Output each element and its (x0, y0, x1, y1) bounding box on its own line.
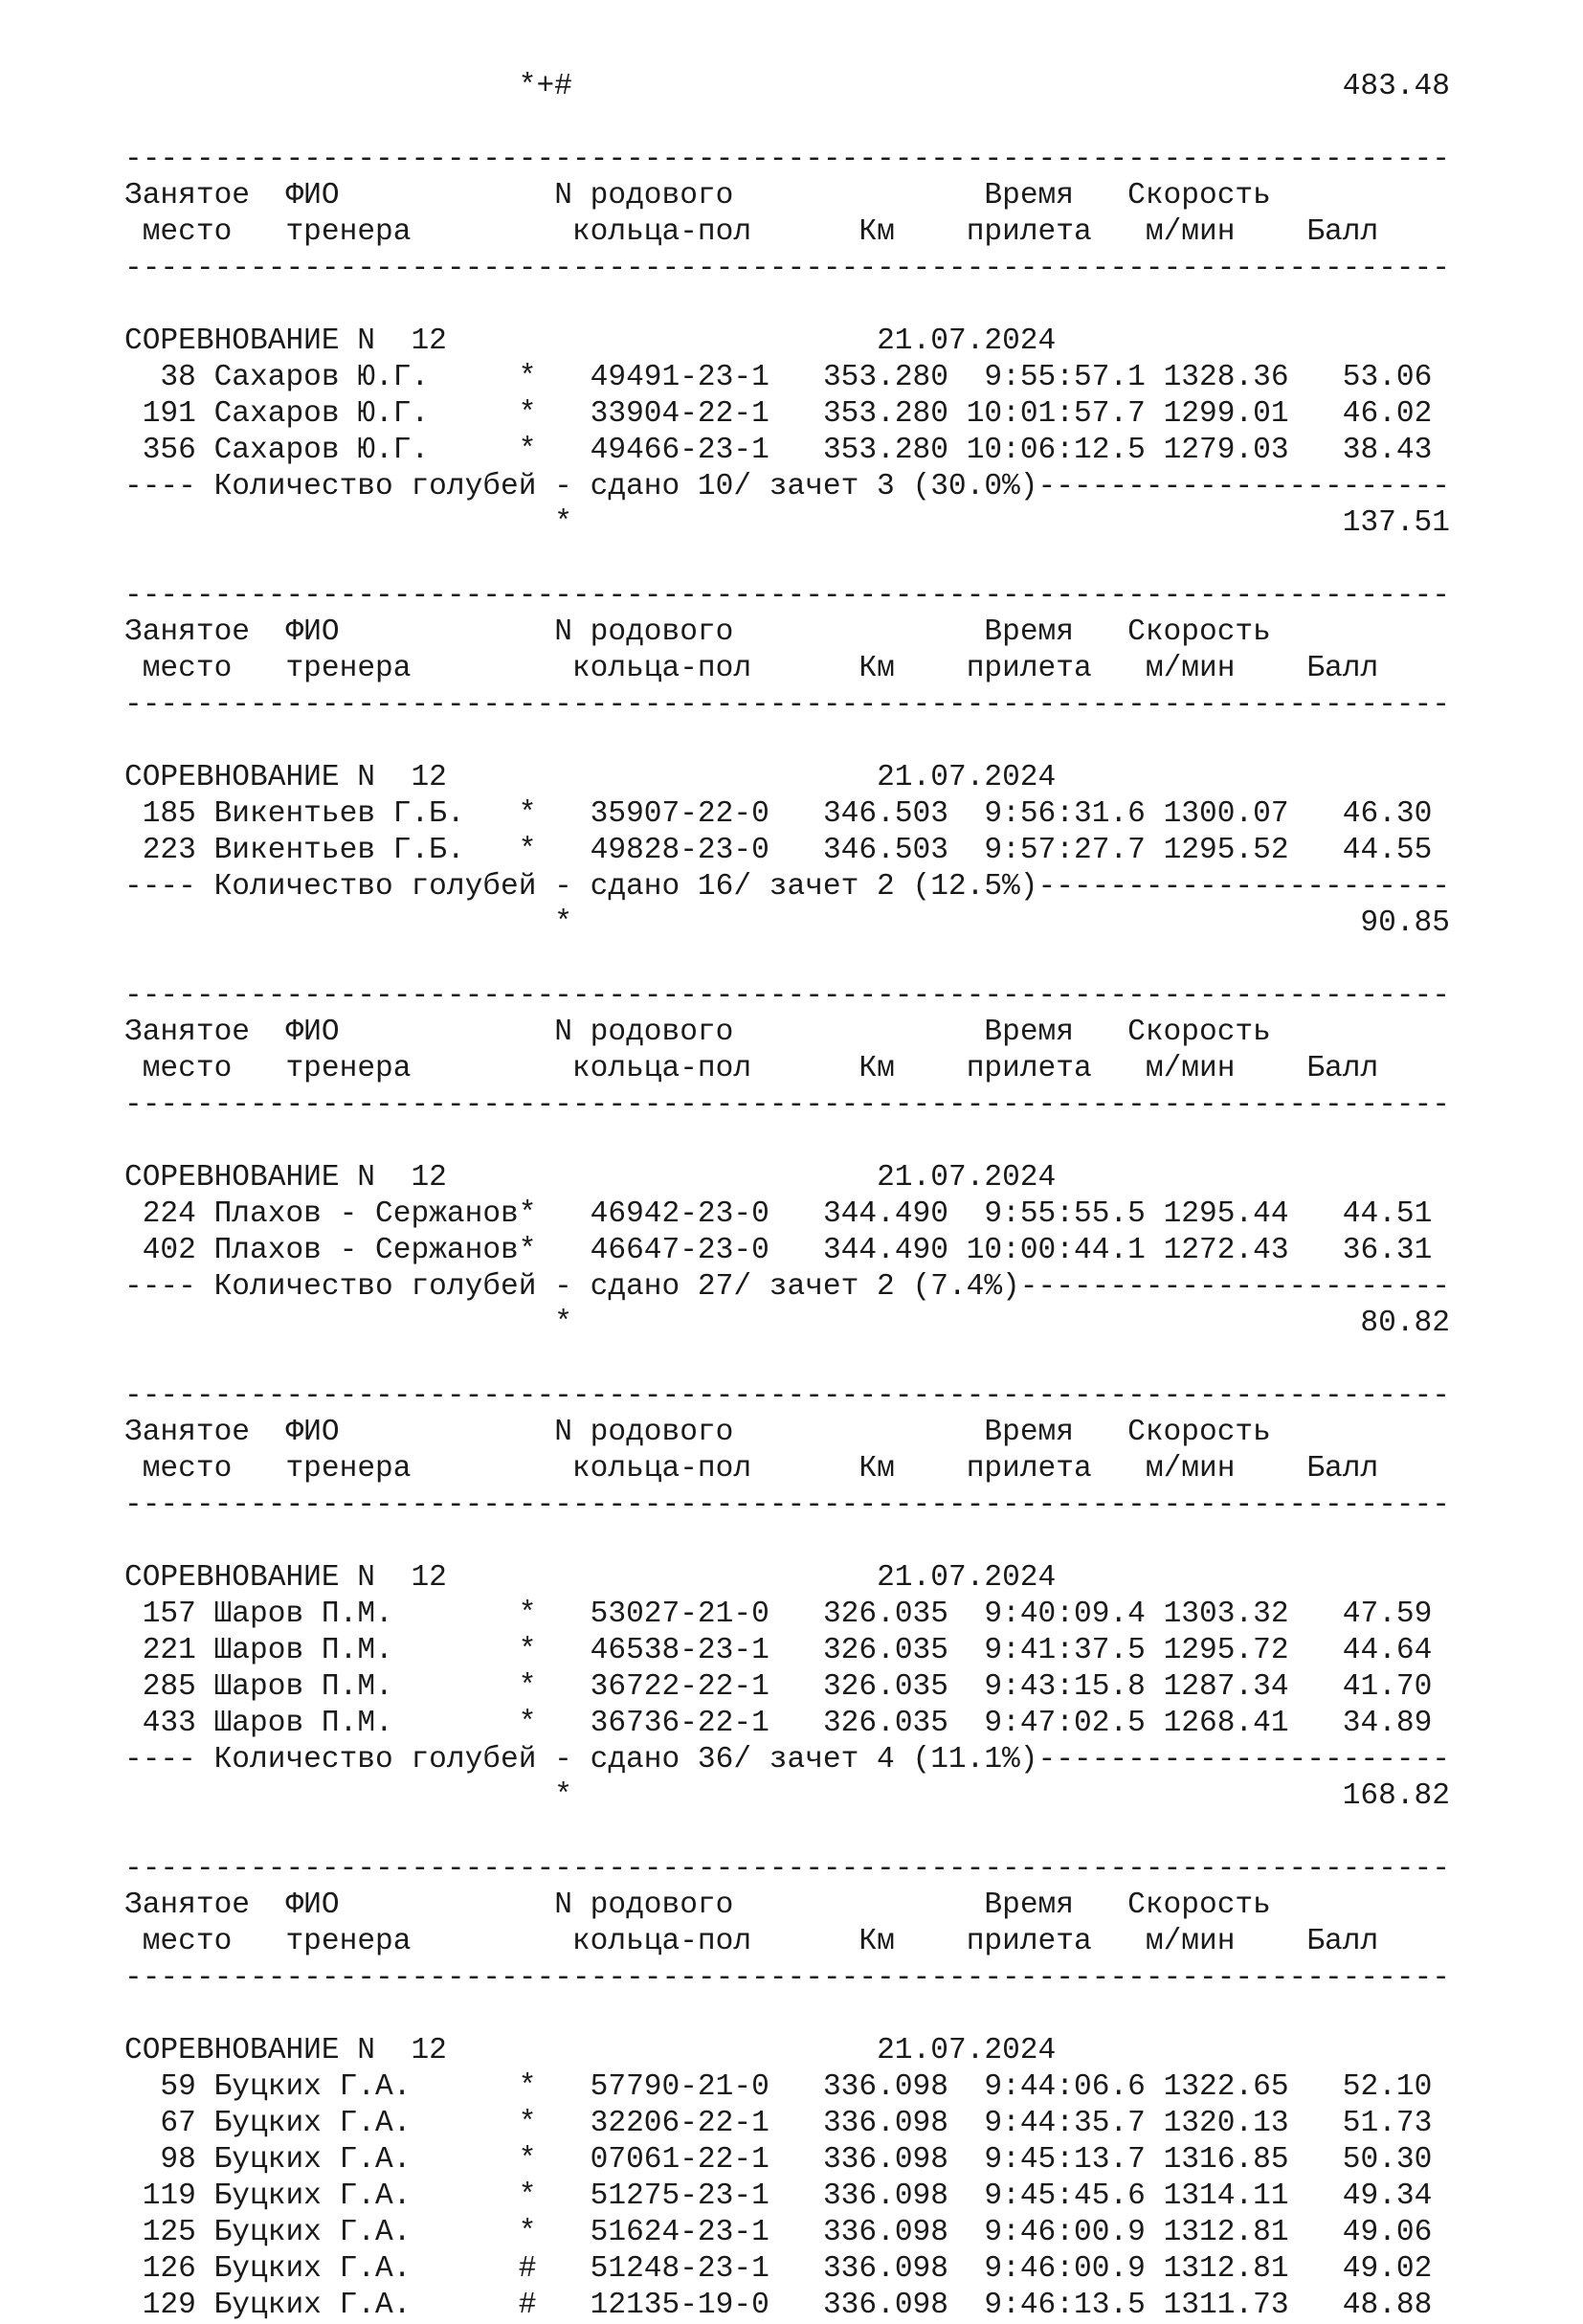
col-score: Балл (1306, 652, 1379, 685)
summary-line: ---- Количество голубей - сдано 36/ зачет 4 (11.1%)----------------------- (124, 1743, 1450, 1777)
mark-cell: * (518, 1234, 537, 1267)
ring-cell: 57790-21-0 (590, 2070, 769, 2104)
header-total: 483.48 (1342, 70, 1450, 103)
competition-name: СОРЕВНОВАНИЕ N 12 (124, 1561, 447, 1595)
column-header-bottom (124, 214, 1450, 251)
place-cell: 191 (124, 397, 196, 431)
summary-line: ---- Количество голубей - сдано 27/ зачет 2 (7.4%)------------------------ (124, 1270, 1450, 1304)
subtotal-star: * (554, 906, 572, 940)
trainer-cell: Плахов - Сержанов (213, 1234, 519, 1267)
km-cell: 346.503 (822, 797, 948, 831)
score-cell: 44.64 (1288, 1634, 1433, 1667)
trainer-cell: Викентьев Г.Б. (213, 797, 519, 831)
mark-cell: * (518, 1197, 537, 1231)
separator-line: -------------------------------------------------------------------------- (124, 688, 1450, 722)
trainer-cell: Буцких Г.А. (213, 2252, 519, 2286)
place-cell: 285 (124, 1670, 196, 1704)
col-name-top: ФИО (285, 615, 340, 649)
time-cell: 10:06:12.5 (966, 434, 1146, 467)
time-cell: 10:00:44.1 (966, 1234, 1146, 1267)
col-time-top: Время (984, 1888, 1074, 1922)
km-cell: 336.098 (822, 2252, 948, 2286)
col-place-top: Занятое (124, 1888, 251, 1922)
time-cell: 9:56:31.6 (966, 797, 1146, 831)
competition-date: 21.07.2024 (877, 2034, 1057, 2067)
col-time: прилета (966, 215, 1092, 249)
col-place-top: Занятое (124, 179, 251, 212)
speed-cell: 1287.34 (1163, 1670, 1289, 1704)
mark-cell: * (518, 397, 537, 431)
speed-cell: 1295.52 (1163, 834, 1289, 867)
competition-name: СОРЕВНОВАНИЕ N 12 (124, 761, 447, 794)
km-cell: 326.035 (822, 1634, 948, 1667)
km-cell: 344.490 (822, 1234, 948, 1267)
table-row (124, 1233, 1450, 1269)
col-score: Балл (1306, 1452, 1379, 1486)
table-row (124, 396, 1450, 433)
place-cell: 402 (124, 1234, 196, 1267)
mark-cell: * (518, 2179, 537, 2213)
competition-date: 21.07.2024 (877, 324, 1057, 358)
subtotal-line (124, 505, 1450, 542)
time-cell: 9:45:45.6 (966, 2179, 1146, 2213)
competition-title (124, 1160, 1450, 1196)
blank-line (124, 724, 1450, 760)
column-header-top (124, 178, 1450, 214)
competition-title (124, 1560, 1450, 1597)
km-cell: 336.098 (822, 2143, 948, 2177)
column-header-top (124, 615, 1450, 651)
col-speed-top: Скорость (1127, 1888, 1271, 1922)
subtotal-star: * (554, 1779, 572, 1813)
km-cell: 346.503 (822, 834, 948, 867)
col-speed-top: Скорость (1127, 1416, 1271, 1449)
blank-line (124, 1124, 1450, 1160)
trainer-cell: Шаров П.М. (213, 1634, 519, 1667)
table-row (124, 2251, 1450, 2288)
score-cell: 49.06 (1288, 2216, 1433, 2249)
ring-cell: 49466-23-1 (590, 434, 769, 467)
score-cell: 36.31 (1288, 1234, 1433, 1267)
ring-cell: 51275-23-1 (590, 2179, 769, 2213)
blank-line (124, 1815, 1450, 1851)
time-cell: 9:46:00.9 (966, 2216, 1146, 2249)
time-cell: 10:01:57.7 (966, 397, 1146, 431)
col-name: тренера (285, 652, 412, 685)
score-cell: 48.88 (1288, 2289, 1433, 2322)
subtotal-line (124, 1306, 1450, 1342)
col-time-top: Время (984, 615, 1074, 649)
trainer-cell: Викентьев Г.Б. (213, 834, 519, 867)
column-header-top (124, 1415, 1450, 1451)
place-cell: 129 (124, 2289, 196, 2322)
col-time: прилета (966, 652, 1092, 685)
column-header-top (124, 1015, 1450, 1051)
km-cell: 326.035 (822, 1598, 948, 1631)
table-row (124, 2215, 1450, 2251)
speed-cell: 1279.03 (1163, 434, 1289, 467)
km-cell: 353.280 (822, 397, 948, 431)
km-cell: 353.280 (822, 434, 948, 467)
time-cell: 9:46:00.9 (966, 2252, 1146, 2286)
col-place-top: Занятое (124, 1016, 251, 1049)
col-speed-top: Скорость (1127, 1016, 1271, 1049)
col-speed: м/мин (1145, 1052, 1236, 1085)
col-name: тренера (285, 1925, 412, 1958)
mark-cell: * (518, 2107, 537, 2140)
speed-cell: 1311.73 (1163, 2289, 1289, 2322)
place-cell: 67 (124, 2107, 196, 2140)
speed-cell: 1312.81 (1163, 2252, 1289, 2286)
col-km: Км (858, 1052, 895, 1085)
place-cell: 356 (124, 434, 196, 467)
speed-cell: 1300.07 (1163, 797, 1289, 831)
ring-cell: 07061-22-1 (590, 2143, 769, 2177)
col-name: тренера (285, 1052, 412, 1085)
mark-cell: * (518, 797, 537, 831)
pigeon-count: Количество голубей - сдано 27/ зачет 2 (7.4%) (213, 1270, 1020, 1304)
speed-cell: 1295.44 (1163, 1197, 1289, 1231)
separator-line: -------------------------------------------------------------------------- (124, 1379, 1450, 1413)
place-cell: 126 (124, 2252, 196, 2286)
trainer-cell: Буцких Г.А. (213, 2070, 519, 2104)
col-time: прилета (966, 1052, 1092, 1085)
col-ring-top: N родового (554, 1416, 734, 1449)
competition-name: СОРЕВНОВАНИЕ N 12 (124, 2034, 447, 2067)
trainer-cell: Сахаров Ю.Г. (213, 397, 519, 431)
col-name-top: ФИО (285, 1016, 340, 1049)
col-speed: м/мин (1145, 215, 1236, 249)
blank-line (124, 1524, 1450, 1560)
col-score: Балл (1306, 1052, 1379, 1085)
competition-name: СОРЕВНОВАНИЕ N 12 (124, 324, 447, 358)
col-ring: кольца-пол (571, 1925, 752, 1958)
km-cell: 336.098 (822, 2289, 948, 2322)
col-ring: кольца-пол (571, 652, 752, 685)
competition-date: 21.07.2024 (877, 1561, 1057, 1595)
trainer-cell: Сахаров Ю.Г. (213, 434, 519, 467)
col-time-top: Время (984, 1416, 1074, 1449)
col-place: место (142, 652, 233, 685)
table-row (124, 1706, 1450, 1742)
ring-cell: 33904-22-1 (590, 397, 769, 431)
mark-cell: # (518, 2252, 537, 2286)
competition-date: 21.07.2024 (877, 761, 1057, 794)
mark-cell: * (518, 434, 537, 467)
competition-title (124, 760, 1450, 796)
col-time-top: Время (984, 179, 1074, 212)
blank-line (124, 1997, 1450, 2033)
score-cell: 50.30 (1288, 2143, 1433, 2177)
col-km: Км (858, 215, 895, 249)
summary-line: ---- Количество голубей - сдано 16/ зачет 2 (12.5%)----------------------- (124, 870, 1450, 904)
place-cell: 185 (124, 797, 196, 831)
col-km: Км (858, 1925, 895, 1958)
table-row (124, 433, 1450, 469)
results-report (124, 69, 1450, 2324)
table-row (124, 1597, 1450, 1633)
trainer-cell: Буцких Г.А. (213, 2179, 519, 2213)
trainer-cell: Шаров П.М. (213, 1598, 519, 1631)
km-cell: 336.098 (822, 2107, 948, 2140)
trainer-cell: Буцких Г.А. (213, 2216, 519, 2249)
speed-cell: 1314.11 (1163, 2179, 1289, 2213)
column-header-top (124, 1888, 1450, 1924)
time-cell: 9:43:15.8 (966, 1670, 1146, 1704)
speed-cell: 1295.72 (1163, 1634, 1289, 1667)
ring-cell: 36722-22-1 (590, 1670, 769, 1704)
separator-line: -------------------------------------------------------------------------- (124, 1961, 1450, 1995)
mark-cell: * (518, 1634, 537, 1667)
competition-date: 21.07.2024 (877, 1161, 1057, 1195)
place-cell: 223 (124, 834, 196, 867)
mark-cell: * (518, 834, 537, 867)
separator-line: -------------------------------------------------------------------------- (124, 979, 1450, 1013)
table-row (124, 360, 1450, 396)
col-km: Км (858, 652, 895, 685)
col-score: Балл (1306, 1925, 1379, 1958)
km-cell: 353.280 (822, 361, 948, 394)
time-cell: 9:55:57.1 (966, 361, 1146, 394)
speed-cell: 1320.13 (1163, 2107, 1289, 2140)
ring-cell: 46647-23-0 (590, 1234, 769, 1267)
speed-cell: 1299.01 (1163, 397, 1289, 431)
speed-cell: 1272.43 (1163, 1234, 1289, 1267)
summary-line: ---- Количество голубей - сдано 10/ зачет 3 (30.0%)----------------------- (124, 470, 1450, 503)
subtotal-line (124, 1778, 1450, 1815)
pigeon-count: Количество голубей - сдано 36/ зачет 4 (11.1%) (213, 1743, 1038, 1777)
place-cell: 125 (124, 2216, 196, 2249)
mark-cell: * (518, 1707, 537, 1740)
col-km: Км (858, 1452, 895, 1486)
km-cell: 344.490 (822, 1197, 948, 1231)
blank-line (124, 287, 1450, 324)
place-cell: 59 (124, 2070, 196, 2104)
column-header-bottom (124, 651, 1450, 687)
separator-line: -------------------------------------------------------------------------- (124, 1088, 1450, 1122)
score-cell: 51.73 (1288, 2107, 1433, 2140)
table-row (124, 2142, 1450, 2179)
score-cell: 38.43 (1288, 434, 1433, 467)
blank-line (124, 942, 1450, 978)
header-marks: *+# (518, 70, 572, 103)
ring-cell: 53027-21-0 (590, 1598, 769, 1631)
table-row (124, 2179, 1450, 2215)
ring-cell: 51624-23-1 (590, 2216, 769, 2249)
time-cell: 9:57:27.7 (966, 834, 1146, 867)
table-row (124, 833, 1450, 869)
trainer-cell: Буцких Г.А. (213, 2289, 519, 2322)
score-cell: 34.89 (1288, 1707, 1433, 1740)
trainer-cell: Плахов - Сержанов (213, 1197, 519, 1231)
col-ring-top: N родового (554, 1016, 734, 1049)
ring-cell: 32206-22-1 (590, 2107, 769, 2140)
speed-cell: 1268.41 (1163, 1707, 1289, 1740)
subtotal-star: * (554, 506, 572, 540)
col-time: прилета (966, 1452, 1092, 1486)
col-speed-top: Скорость (1127, 179, 1271, 212)
time-cell: 9:55:55.5 (966, 1197, 1146, 1231)
pigeon-count: Количество голубей - сдано 10/ зачет 3 (30.0%) (213, 470, 1038, 503)
mark-cell: * (518, 1598, 537, 1631)
col-name-top: ФИО (285, 179, 340, 212)
time-cell: 9:47:02.5 (966, 1707, 1146, 1740)
score-cell: 52.10 (1288, 2070, 1433, 2104)
blank-line (124, 1342, 1450, 1378)
table-row (124, 2106, 1450, 2142)
col-ring-top: N родового (554, 615, 734, 649)
col-speed: м/мин (1145, 1925, 1236, 1958)
ring-cell: 49828-23-0 (590, 834, 769, 867)
trainer-cell: Сахаров Ю.Г. (213, 361, 519, 394)
score-cell: 44.55 (1288, 834, 1433, 867)
mark-cell: * (518, 361, 537, 394)
col-ring: кольца-пол (571, 1452, 752, 1486)
place-cell: 38 (124, 361, 196, 394)
col-time-top: Время (984, 1016, 1074, 1049)
trainer-cell: Шаров П.М. (213, 1707, 519, 1740)
place-cell: 157 (124, 1598, 196, 1631)
col-ring-top: N родового (554, 179, 734, 212)
place-cell: 433 (124, 1707, 196, 1740)
time-cell: 9:44:06.6 (966, 2070, 1146, 2104)
col-ring-top: N родового (554, 1888, 734, 1922)
separator-line: -------------------------------------------------------------------------- (124, 1852, 1450, 1886)
ring-cell: 12135-19-0 (590, 2289, 769, 2322)
mark-cell: * (518, 2070, 537, 2104)
col-speed-top: Скорость (1127, 615, 1271, 649)
col-place: место (142, 215, 233, 249)
col-speed: м/мин (1145, 1452, 1236, 1486)
col-speed: м/мин (1145, 652, 1236, 685)
table-row (124, 2069, 1450, 2106)
subtotal-value: 90.85 (1360, 906, 1450, 940)
table-row (124, 1669, 1450, 1706)
subtotal-value: 168.82 (1342, 1779, 1450, 1813)
report-header (124, 69, 1450, 105)
subtotal-star: * (554, 1307, 572, 1340)
col-place: место (142, 1925, 233, 1958)
speed-cell: 1322.65 (1163, 2070, 1289, 2104)
ring-cell: 36736-22-1 (590, 1707, 769, 1740)
place-cell: 221 (124, 1634, 196, 1667)
subtotal-value: 80.82 (1360, 1307, 1450, 1340)
trainer-cell: Буцких Г.А. (213, 2107, 519, 2140)
km-cell: 336.098 (822, 2179, 948, 2213)
speed-cell: 1328.36 (1163, 361, 1289, 394)
column-header-bottom (124, 1924, 1450, 1960)
km-cell: 336.098 (822, 2070, 948, 2104)
score-cell: 49.34 (1288, 2179, 1433, 2213)
score-cell: 47.59 (1288, 1598, 1433, 1631)
ring-cell: 51248-23-1 (590, 2252, 769, 2286)
time-cell: 9:41:37.5 (966, 1634, 1146, 1667)
col-place: место (142, 1452, 233, 1486)
col-place-top: Занятое (124, 615, 251, 649)
place-cell: 98 (124, 2143, 196, 2177)
ring-cell: 46538-23-1 (590, 1634, 769, 1667)
col-name: тренера (285, 215, 412, 249)
place-cell: 119 (124, 2179, 196, 2213)
ring-cell: 49491-23-1 (590, 361, 769, 394)
speed-cell: 1303.32 (1163, 1598, 1289, 1631)
col-name-top: ФИО (285, 1888, 340, 1922)
competition-title (124, 2033, 1450, 2069)
time-cell: 9:45:13.7 (966, 2143, 1146, 2177)
place-cell: 224 (124, 1197, 196, 1231)
col-name-top: ФИО (285, 1416, 340, 1449)
time-cell: 9:44:35.7 (966, 2107, 1146, 2140)
score-cell: 53.06 (1288, 361, 1433, 394)
mark-cell: # (518, 2289, 537, 2322)
competition-title (124, 324, 1450, 360)
col-ring: кольца-пол (571, 215, 752, 249)
competition-name: СОРЕВНОВАНИЕ N 12 (124, 1161, 447, 1195)
subtotal-line (124, 905, 1450, 942)
km-cell: 336.098 (822, 2216, 948, 2249)
separator-line: -------------------------------------------------------------------------- (124, 143, 1450, 176)
table-row (124, 1633, 1450, 1669)
table-row (124, 1196, 1450, 1233)
mark-cell: * (518, 2216, 537, 2249)
score-cell: 41.70 (1288, 1670, 1433, 1704)
score-cell: 49.02 (1288, 2252, 1433, 2286)
col-name: тренера (285, 1452, 412, 1486)
ring-cell: 35907-22-0 (590, 797, 769, 831)
speed-cell: 1312.81 (1163, 2216, 1289, 2249)
time-cell: 9:40:09.4 (966, 1598, 1146, 1631)
separator-line: -------------------------------------------------------------------------- (124, 579, 1450, 613)
column-header-bottom (124, 1051, 1450, 1087)
mark-cell: * (518, 1670, 537, 1704)
separator-line: -------------------------------------------------------------------------- (124, 252, 1450, 285)
score-cell: 46.30 (1288, 797, 1433, 831)
col-place: место (142, 1052, 233, 1085)
trainer-cell: Шаров П.М. (213, 1670, 519, 1704)
col-time: прилета (966, 1925, 1092, 1958)
speed-cell: 1316.85 (1163, 2143, 1289, 2177)
pigeon-count: Количество голубей - сдано 16/ зачет 2 (12.5%) (213, 870, 1038, 904)
subtotal-value: 137.51 (1342, 506, 1450, 540)
time-cell: 9:46:13.5 (966, 2289, 1146, 2322)
table-row (124, 2288, 1450, 2324)
col-place-top: Занятое (124, 1416, 251, 1449)
blank-line (124, 542, 1450, 578)
mark-cell: * (518, 2143, 537, 2177)
col-ring: кольца-пол (571, 1052, 752, 1085)
blank-line (124, 105, 1450, 142)
col-score: Балл (1306, 215, 1379, 249)
ring-cell: 46942-23-0 (590, 1197, 769, 1231)
separator-line: -------------------------------------------------------------------------- (124, 1488, 1450, 1522)
trainer-cell: Буцких Г.А. (213, 2143, 519, 2177)
score-cell: 44.51 (1288, 1197, 1433, 1231)
table-row (124, 796, 1450, 833)
km-cell: 326.035 (822, 1707, 948, 1740)
column-header-bottom (124, 1451, 1450, 1487)
km-cell: 326.035 (822, 1670, 948, 1704)
score-cell: 46.02 (1288, 397, 1433, 431)
